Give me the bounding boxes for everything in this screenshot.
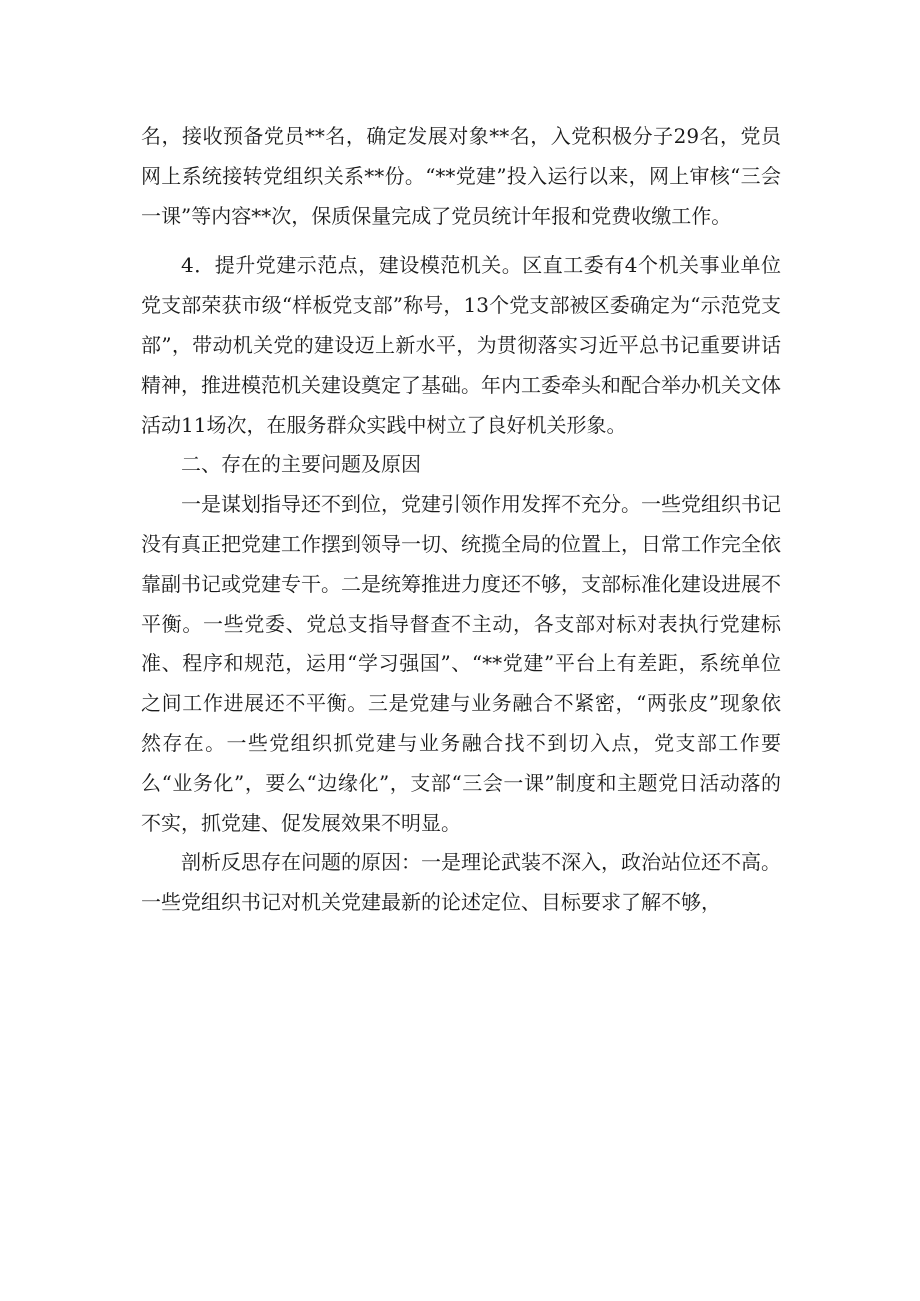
paragraph-problems: 一是谋划指导还不到位，党建引领作用发挥不充分。一些党组织书记没有真正把党建工作摆到领导一切、统揽全局的位置上，日常工作完全依靠副书记或党建专干。二是统筹推进力度还不够，支部标准化建设进展不平衡。一些党委、党总支指导督查不主动，各支部对标对表执行党建标准、程序和规范，运用“学习强国”、“**党建”平台上有差距，系统单位之间工作进展还不平衡。三是党建与业务融合不紧密，“两张皮”现象依然存在。一些党组织抓党建与业务融合找不到切入点，党支部工作要么“业务化”，要么“边缘化”，支部“三会一课”制度和主题党日活动落的不实，抓党建、促发展效果不明显。 <box>141 492 781 835</box>
paragraph-statistics-continued: 名，接收预备党员**名，确定发展对象**名，入党积极分子29名，党员网上系统接转党组织关系**份。“**党建”投入运行以来，网上审核“三会一课”等内容**次，保质保量完成了党员统计年报和党费收缴工作。 <box>141 124 781 228</box>
paragraph-model-organs: 4．提升党建示范点，建设模范机关。区直工委有4个机关事业单位党支部荣获市级“样板党支部”称号，13个党支部被区委确定为“示范党支部”，带动机关党的建设迈上新水平，为贯彻落实习近平总书记重要讲话精神，推进模范机关建设奠定了基础。年内工委牵头和配合举办机关文体活动11场次，在服务群众实践中树立了良好机关形象。 <box>141 253 781 437</box>
section-heading-problems: 二、存在的主要问题及原因 <box>181 452 421 477</box>
document-body <box>141 117 781 923</box>
paragraph-causes: 剖析反思存在问题的原因：一是理论武装不深入，政治站位还不高。一些党组织书记对机关党建最新的论述定位、目标要求了解不够， <box>141 850 781 915</box>
